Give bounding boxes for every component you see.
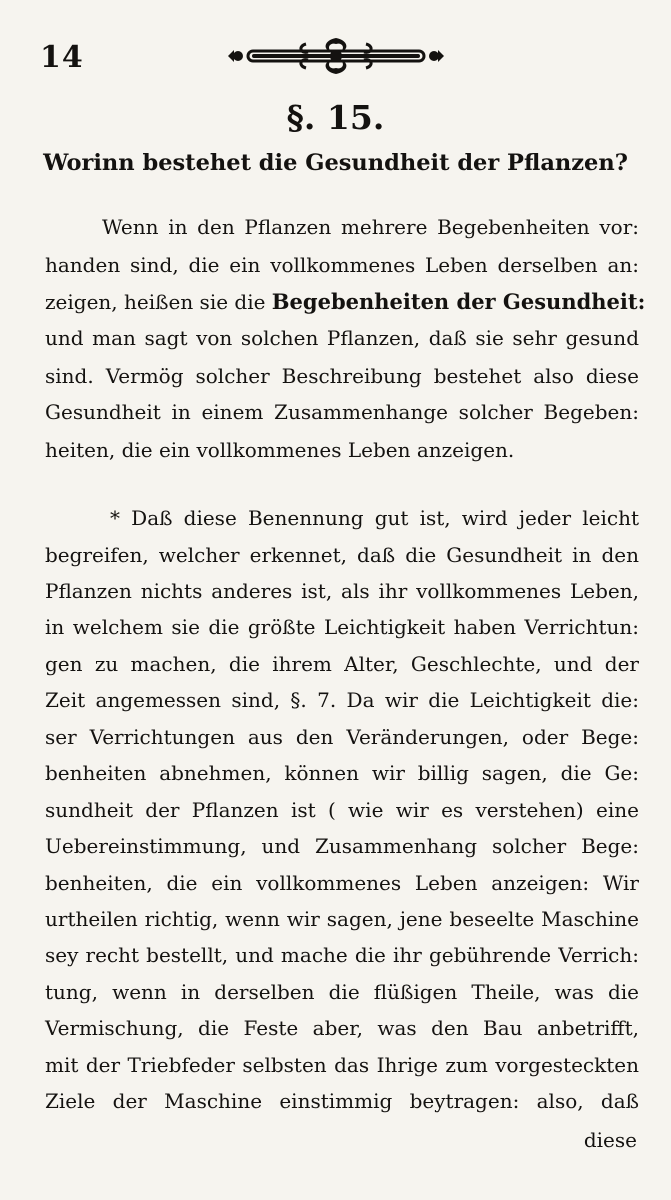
text-line: Uebereinstimmung, und Zusammenhang solcher Bege: <box>45 834 639 858</box>
text-line: tung, wenn in derselben die flüßigen Theile, was die <box>45 980 639 1004</box>
section-number: §. 15. <box>286 98 385 137</box>
text-line: Pflanzen nichts anderes ist, als ihr vollkommenes Leben, <box>45 579 639 603</box>
text-line: ser Verrichtungen aus den Veränderungen, oder Bege: <box>45 725 639 749</box>
text-line: sundheit der Pflanzen ist ( wie wir es verstehen) eine <box>45 798 639 822</box>
text-line: Zeit angemessen sind, §. 7. Da wir die Leichtigkeit die: <box>45 688 639 712</box>
text-line: handen sind, die ein vollkommenes Leben derselben an: <box>45 253 639 277</box>
emphasized-term: Begebenheiten der Gesundheit: <box>271 289 646 314</box>
text-line: heiten, die ein vollkommenes Leben anzeigen. <box>45 438 515 462</box>
text-line: benheiten abnehmen, können wir billig sagen, die Ge: <box>45 761 639 785</box>
text-line: * Daß diese Benennung gut ist, wird jeder leicht <box>110 506 639 530</box>
text-line: Vermischung, die Feste aber, was den Bau anbetrifft, <box>45 1016 639 1040</box>
text-line: mit der Triebfeder selbsten das Ihrige zum vorgesteckten <box>45 1053 639 1077</box>
page-number: 14 <box>40 40 84 75</box>
text-line <box>45 287 646 317</box>
text-line: und man sagt von solchen Pflanzen, daß sie sehr gesund <box>45 326 639 350</box>
section-heading: Worinn bestehet die Gesundheit der Pflanzen? <box>43 150 628 176</box>
catchword: diese <box>583 1128 637 1152</box>
text-run: zeigen, heißen sie die <box>45 290 272 314</box>
text-line: Ziele der Maschine einstimmig beytragen: also, daß <box>45 1089 639 1113</box>
ornament-icon <box>228 34 444 78</box>
text-line: benheiten, die ein vollkommenes Leben anzeigen: Wir <box>45 871 639 895</box>
text-line: in welchem sie die größte Leichtigkeit haben Verrichtun: <box>45 615 639 639</box>
text-line: urtheilen richtig, wenn wir sagen, jene beseelte Maschine <box>45 907 639 931</box>
text-line: sind. Vermög solcher Beschreibung bestehet also diese <box>45 364 639 388</box>
text-line: Gesundheit in einem Zusammenhange solcher Begeben: <box>45 400 639 424</box>
text-line: begreifen, welcher erkennet, daß die Gesundheit in den <box>45 543 639 567</box>
text-line: gen zu machen, die ihrem Alter, Geschlechte, und der <box>45 652 639 676</box>
text-line: Wenn in den Pflanzen mehrere Begebenheiten vor: <box>102 215 639 239</box>
text-line: sey recht bestellt, und mache die ihr gebührende Verrich: <box>45 943 639 967</box>
